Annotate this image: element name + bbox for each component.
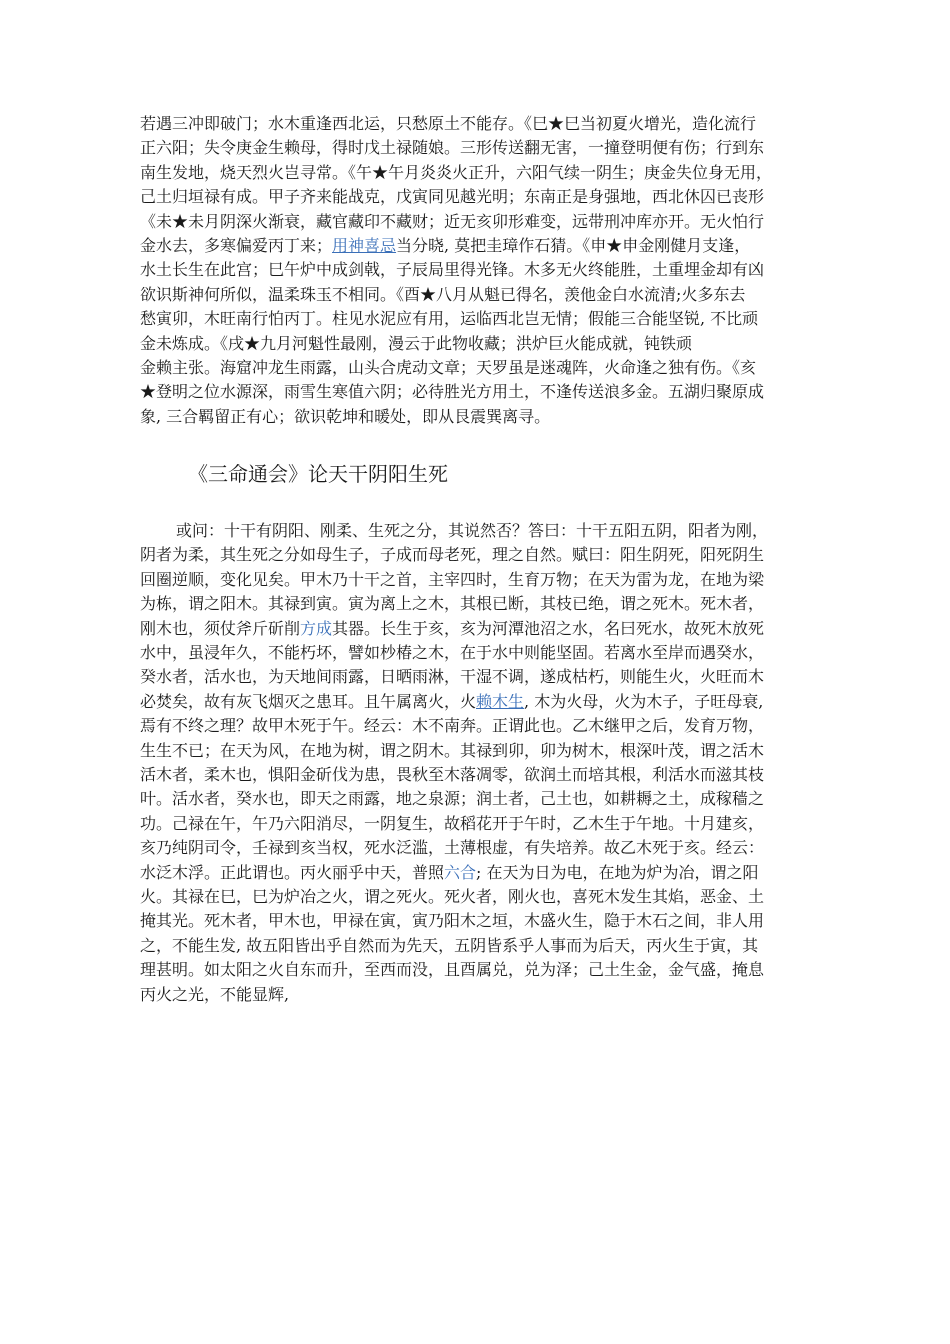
text-span: 刚木也，须仗斧斤斫削	[140, 618, 301, 638]
text-line: 象, 三合羁留正有心；欲识乾坤和暖处，即从艮震巽离寻。	[140, 406, 551, 426]
text-line: 为栋，谓之阳木。其禄到寅。寅为离上之木，其根已断，其枝已绝，谓之死木。死木者，	[140, 594, 765, 614]
text-line	[140, 690, 820, 714]
text-span: , 木为火母，火为木子，子旺母衰,	[524, 691, 764, 711]
section-heading: 《三命通会》论天干阴阳生死	[188, 462, 448, 487]
text-span: 其器。长生于亥，亥为河潭池沼之水，名曰死水，故死木放死	[332, 618, 765, 638]
text-line: 焉有不终之理？故甲木死于午。经云：木不南奔。正谓此也。乙木继甲之后，发育万物，	[140, 716, 765, 736]
text-line: 功。己禄在午，午乃六阳消尽，一阴复生，故稻花开于午时，乙木生于午地。十月建亥，	[140, 813, 765, 833]
text-line: 金未炼成。《戌★九月河魁性最刚，漫云于此物收藏；洪炉巨火能成就，钝铁顽	[140, 333, 693, 353]
text-line: 南生发地，烧天烈火岂寻常。《午★午月炎炎火正升，六阳气续一阴生；庚金失位身无用，	[140, 162, 773, 182]
link-fangcheng[interactable]: 方成	[300, 618, 333, 638]
text-line: 金赖主张。海窟冲龙生雨露，山头合虎动文章；天罗虽是迷魂阵，火命逢之独有伤。《亥	[140, 357, 757, 377]
text-line: 理甚明。如太阳之火自东而升，至西而没，且酉属兑，兑为泽；己土生金，金气盛，掩息	[140, 960, 765, 980]
text-line: 若遇三冲即破门；水木重逢西北运，只愁原土不能存。《巳★巳当初夏火增光，造化流行	[140, 114, 757, 133]
section-body	[140, 519, 820, 1007]
text-line: 水中，虽浸年久，不能朽坏，譬如杪椿之木，在于水中则能坚固。若离水至岸而遇癸水，	[140, 643, 765, 663]
link-laimusheng[interactable]: 赖木生	[476, 691, 525, 711]
text-span: 当分晓, 莫把圭璋作石猜。《申★申金刚健月支逢，	[396, 235, 751, 255]
text-line: 正六阳；失令庚金生赖母，得时戊土禄随娘。三形传送翻无害，一撞登明便有伤；行到东	[140, 138, 765, 158]
link-yongshen-xiji[interactable]: 用神喜忌	[332, 235, 397, 255]
section-verses	[140, 112, 820, 429]
text-span: 必焚矣，故有灰飞烟灭之患耳。且午属离火，火	[140, 691, 477, 711]
text-line: 癸水者，活水也，为天地间雨露，日晒雨淋，干湿不调，遂成枯朽，则能生火，火旺而木	[140, 667, 765, 687]
text-span: 水泛木浮。正此谓也。丙火丽乎中天，普照	[140, 862, 445, 882]
text-line: 或问：十干有阴阳、刚柔、生死之分，其说然否？答曰：十干五阳五阴，阳者为刚，	[176, 521, 769, 541]
text-line: 阴者为柔，其生死之分如母生子，子成而母老死，理之自然。赋曰：阳生阴死，阳死阴生	[140, 545, 765, 565]
text-line: 己土归垣禄有成。甲子齐来能战克，戊寅同见越光明；东南正是身强地，西北休囚已丧形	[140, 187, 765, 207]
text-line	[140, 617, 820, 641]
text-line: 火。其禄在巳，巳为炉冶之火，谓之死火。死火者，刚火也，喜死木发生其焰，恶金、土	[140, 886, 765, 906]
text-line: 回圈逆顺，变化见矣。甲木乃十干之首，主宰四时，生育万物；在天为雷为龙，在地为梁	[140, 569, 765, 589]
text-line: 愁寅卯，木旺南行怕丙丁。柱见水泥应有用，运临西北岂无情；假能三合能坚锐, 不比顽	[140, 309, 759, 329]
text-line: 生生不已；在天为风，在地为树，谓之阴木。其禄到卯，卯为树木，根深叶茂，谓之活木	[140, 740, 765, 760]
link-liuhe[interactable]: 六合	[444, 862, 477, 882]
text-line	[140, 861, 820, 885]
text-line: 亥乃纯阴司令，壬禄到亥当权，死水泛滥，土薄根虚，有失培养。故乙木死于亥。经云：	[140, 838, 765, 858]
text-line: 《未★未月阴深火渐衰，藏官藏印不藏财；近无亥卯形难变，远带刑冲库亦开。无火怕行	[140, 211, 765, 231]
document-page	[140, 112, 820, 1007]
text-span: ; 在天为日为电，在地为炉为冶，谓之阳	[476, 862, 759, 882]
text-line: 欲识斯神何所似，温柔珠玉不相同。《酉★八月从魁已得名，羡他金白水流清;火多东去	[140, 284, 746, 304]
text-line	[140, 234, 820, 258]
text-line: 掩其光。死木者，甲木也，甲禄在寅，寅乃阳木之垣，木盛火生，隐于木石之间，非人用	[140, 911, 765, 931]
text-line: 之，不能生发, 故五阳皆出乎自然而为先天，五阴皆系乎人事而为后天，丙火生于寅，其	[140, 935, 759, 955]
text-line: 活木者，柔木也，惧阳金斫伐为患，畏秋至木落凋零，欲润土而培其根，利活水而滋其枝	[140, 764, 765, 784]
text-line: 叶。活水者，癸水也，即天之雨露，地之泉源；润土者，己土也，如耕耨之土，成稼穑之	[140, 789, 765, 809]
text-span: 金水去，多寒偏爱丙丁来；	[140, 235, 333, 255]
text-line: ★登明之位水源深，雨雪生寒值六阴；必待胜光方用土，不逢传送浪多金。五湖归聚原成	[140, 382, 765, 402]
text-line: 丙火之光，不能显辉,	[140, 984, 290, 1004]
text-line: 水土长生在此宫；巳午炉中成剑戟，子辰局里得光锋。木多无火终能胜，土重埋金却有凶	[140, 260, 765, 280]
